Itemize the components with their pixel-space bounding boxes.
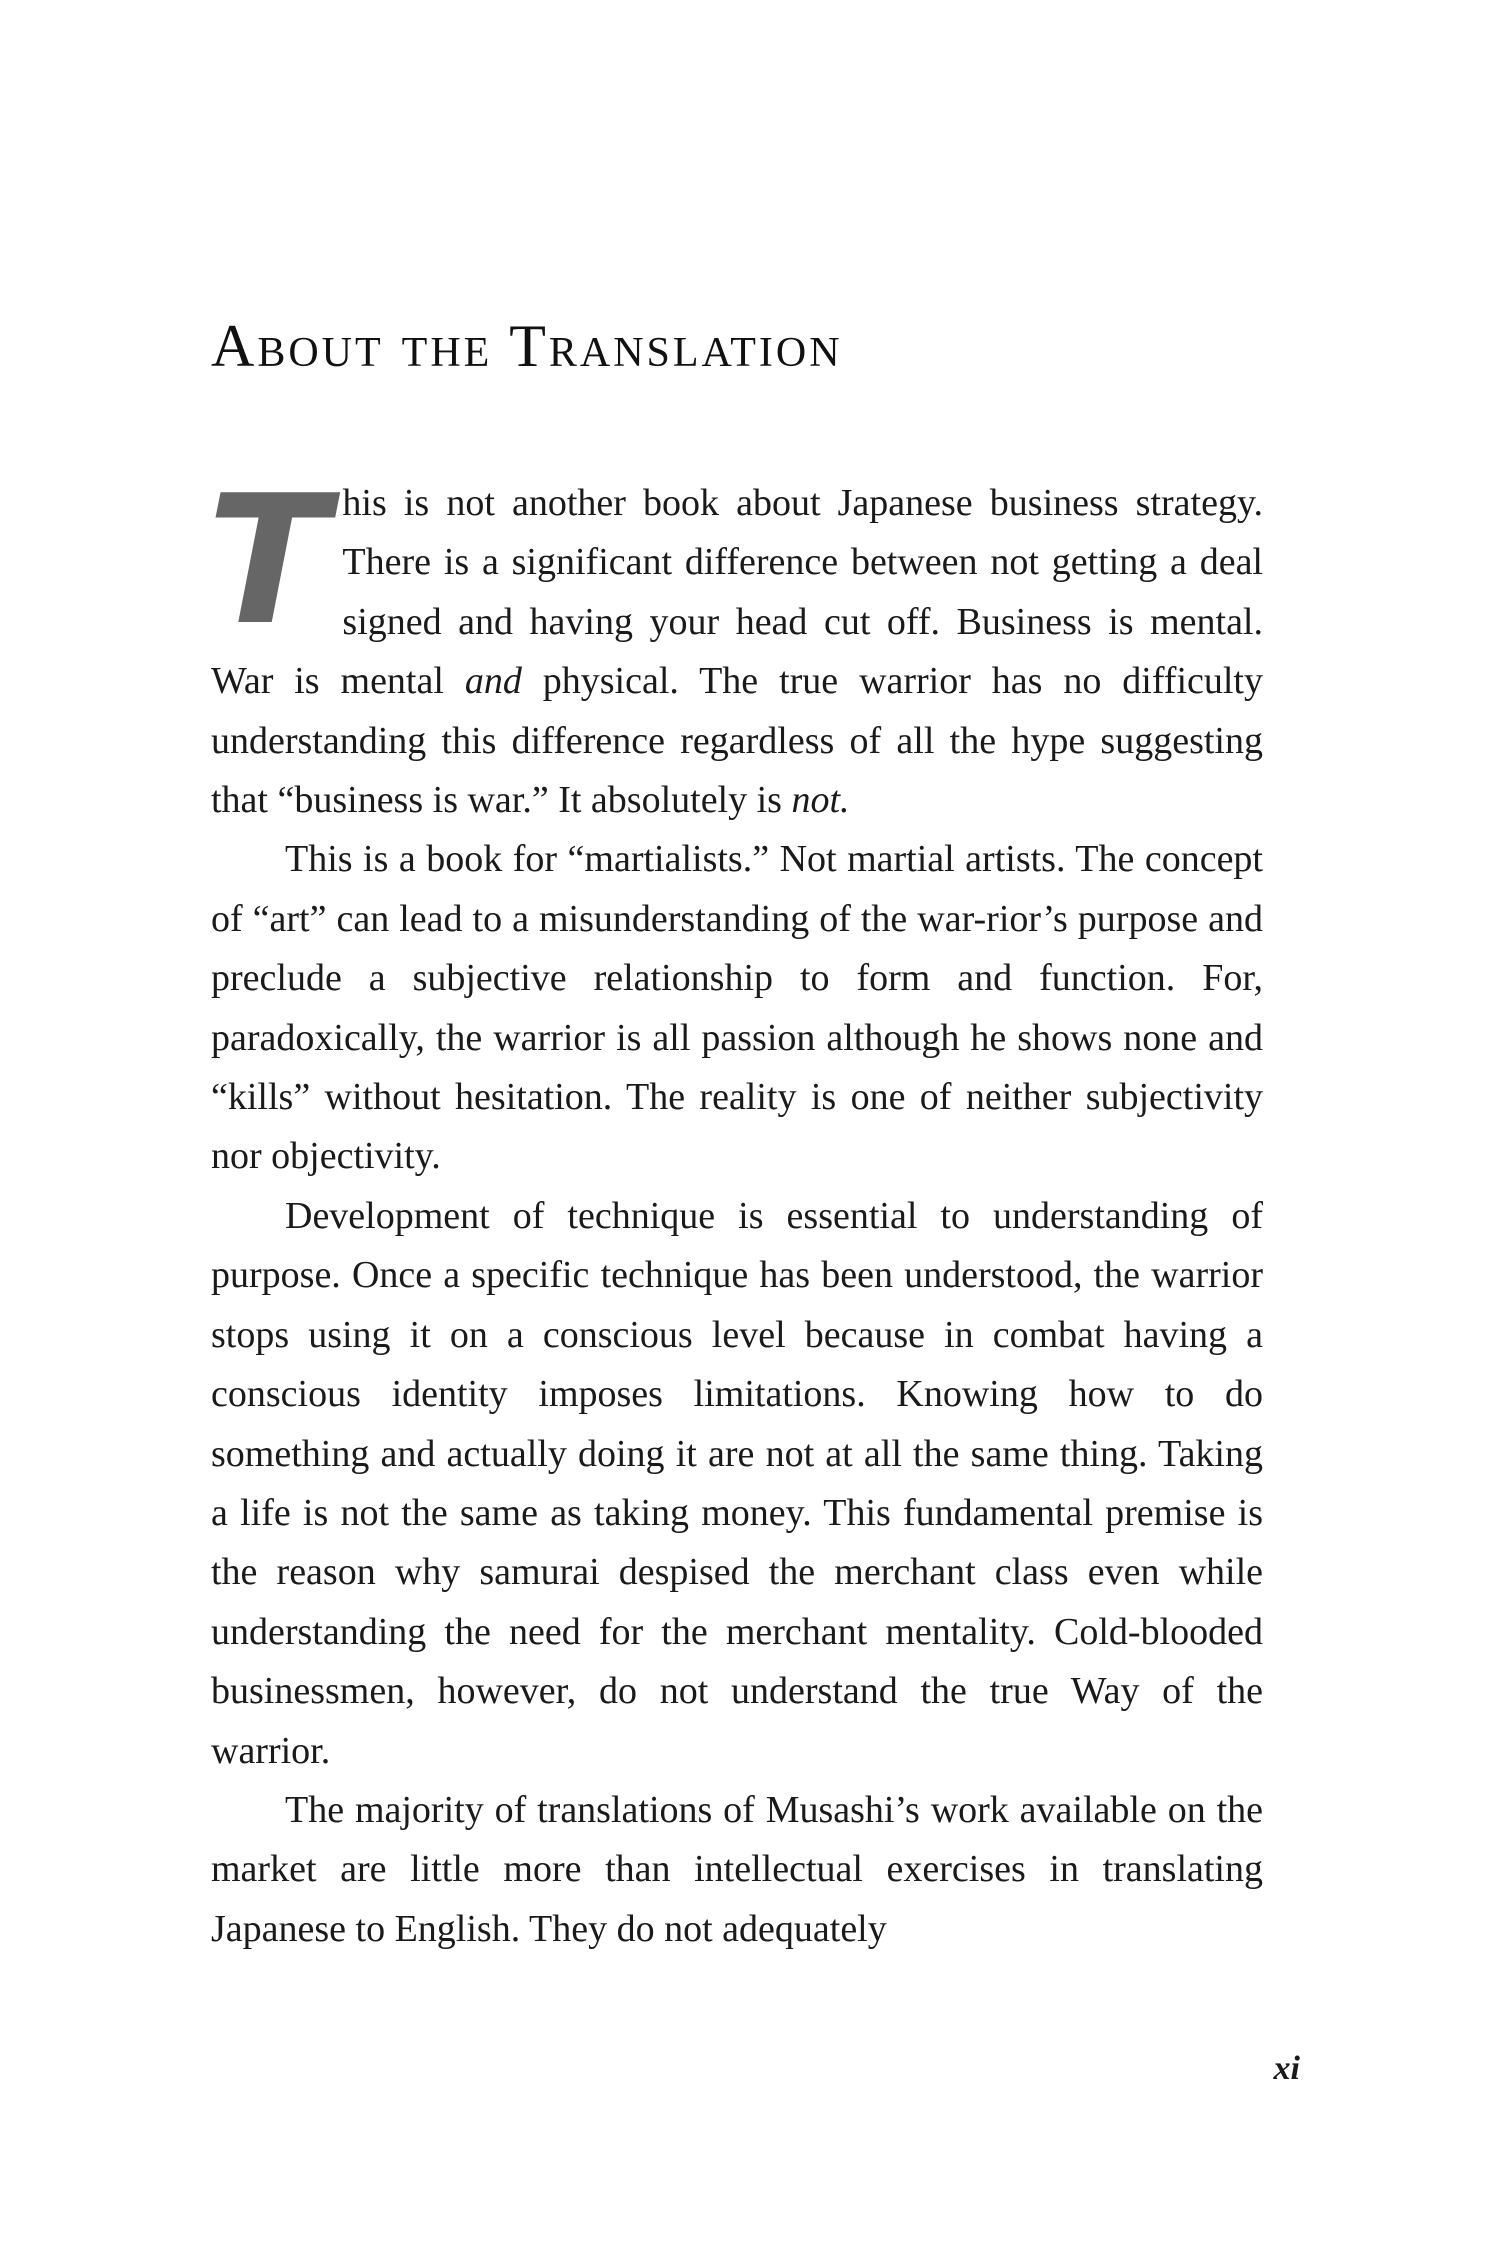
emphasis-text: not. — [791, 779, 850, 822]
paragraph — [207, 457, 1263, 830]
text-segment: The majority of translations of Musashi’s work available on the market are little more than intellectual exercises in translating Japanese to English. They do not adequately — [211, 1788, 1263, 1950]
drop-cap: T — [207, 457, 329, 664]
chapter-title: About the Translation — [211, 313, 843, 379]
emphasis-text: and — [464, 660, 522, 703]
text-segment: Development of technique is essential to understanding of purpose. Once a specific technique has been understood, the warrior stops using it on a conscious level because in combat having a conscious identity imposes limitations. Knowing how to do something and actually doing it are not at all the same thing. Taking a life is not the same as taking money. This fundamental premise is the reason why samurai despised the merchant class even while understanding the need for the merchant mentality. Cold-blooded businessmen, however, do not understand the true Way of the warrior. — [211, 1194, 1263, 1772]
page-number: xi — [1273, 2050, 1300, 2087]
text-segment: physical. The true warrior has no difficulty understanding this difference regardless of all the hype suggesting that “business is war.” It absolutely is — [211, 660, 1263, 822]
paragraph — [211, 1781, 1263, 1959]
text-segment: This is a book for “martialists.” Not martial artists. The concept of “art” can lead to a misunderstanding of the war-​rior’s purpose and preclude a subjective relationship to form and function. For, paradoxically, the warrior is all passion although he shows none and “kills” without hesitation. The reality is one of neither subjectivity nor objectivity. — [211, 838, 1263, 1178]
paragraph — [211, 1187, 1263, 1781]
paragraph — [211, 830, 1263, 1186]
body-text — [207, 457, 1263, 1959]
text-segment: his is not another book about Japanese business strategy. There is a significant difference between not getting a deal signed and having your head cut off. Business is mental. War is mental — [211, 482, 1263, 703]
